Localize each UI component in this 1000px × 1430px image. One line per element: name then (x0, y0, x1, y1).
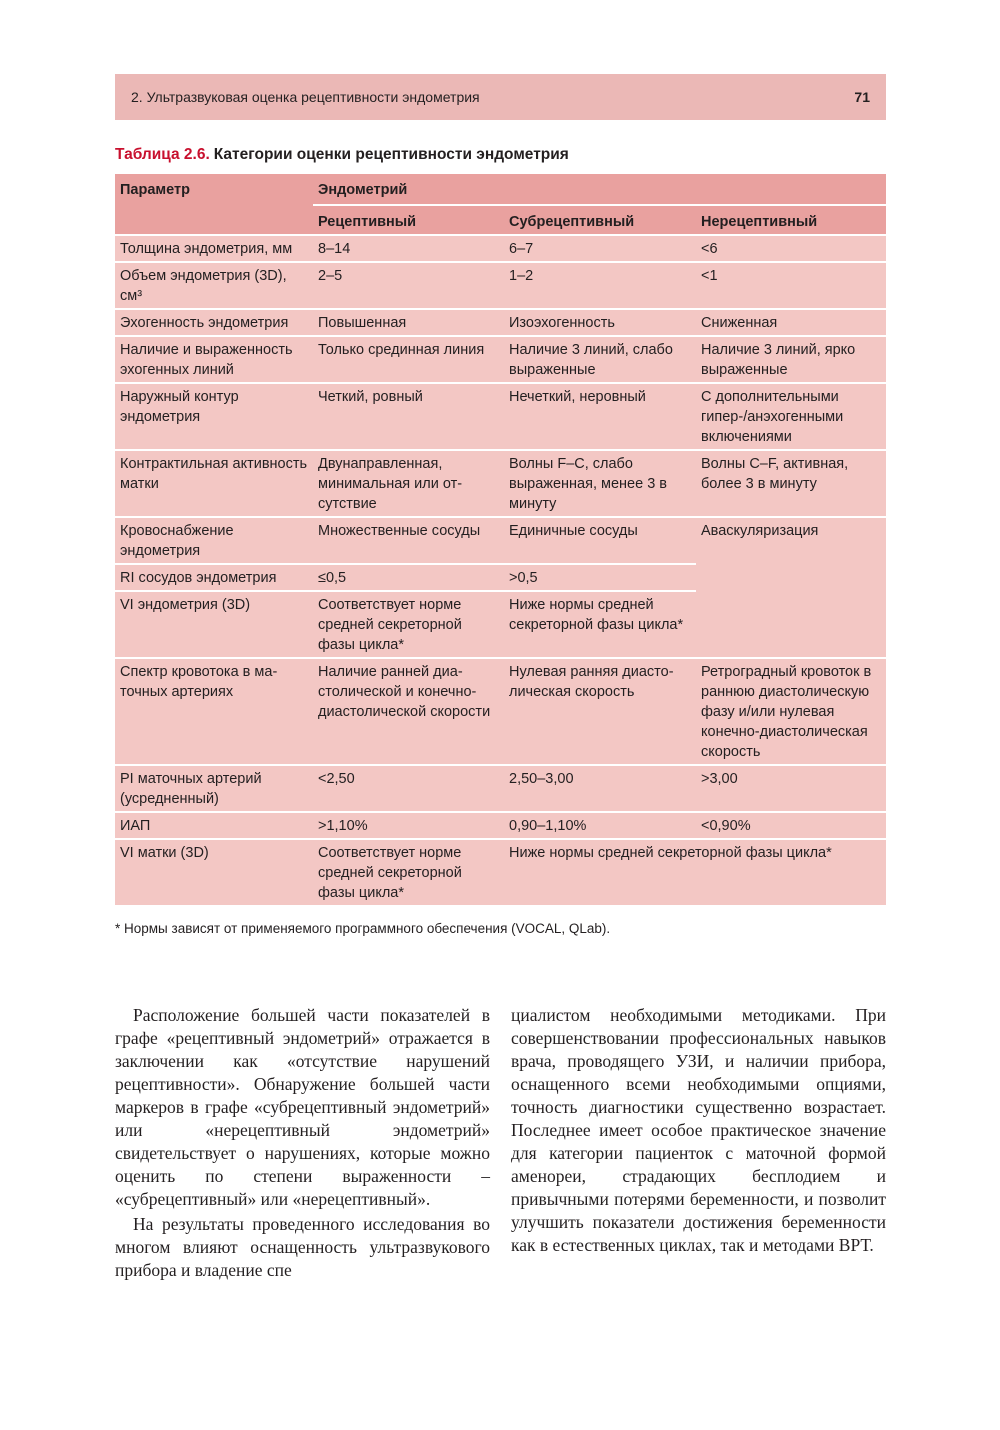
cell-receptive: Соответствует норме средней секреторной фазы цикла* (313, 591, 504, 658)
cell-subreceptive: >0,5 (504, 564, 696, 591)
table-header-row (115, 174, 886, 205)
table-row (115, 658, 886, 765)
table-footnote: * Нормы зависят от применяемого программного обеспечения (VOCAL, QLab). (115, 921, 611, 936)
cell-subreceptive: 1–2 (504, 262, 696, 309)
cell-nonreceptive: Сниженная (696, 309, 886, 336)
cell-nonreceptive: <1 (696, 262, 886, 309)
cell-receptive: Множественные сосуды (313, 517, 504, 564)
cell-nonreceptive: >3,00 (696, 765, 886, 812)
row-parameter: Спектр кровотока в маточных артериях (115, 658, 313, 765)
cell-subreceptive: 0,90–1,10% (504, 812, 696, 839)
cell-nonreceptive: С дополнительными гипер-/анэхогенными включениями (696, 383, 886, 450)
cell-receptive: ≤0,5 (313, 564, 504, 591)
cell-receptive: 8–14 (313, 235, 504, 262)
table-row (115, 235, 886, 262)
chapter-title: 2. Ультразвуковая оценка рецептивности эндометрия (131, 89, 480, 105)
cell-receptive: 2–5 (313, 262, 504, 309)
table-caption-label: Таблица 2.6. (115, 146, 210, 163)
table-row (115, 309, 886, 336)
body-column-right (511, 1004, 886, 1257)
cell-nonreceptive: <0,90% (696, 812, 886, 839)
row-parameter: Контрактильная активность матки (115, 450, 313, 517)
cell-receptive: Только срединная линия (313, 336, 504, 383)
cell-subreceptive: Волны F–C, слабо выраженная, менее 3 в минуту (504, 450, 696, 517)
table-row (115, 383, 886, 450)
table-row (115, 812, 886, 839)
table-row (115, 839, 886, 906)
cell-subreceptive: 6–7 (504, 235, 696, 262)
page-number: 71 (854, 89, 870, 105)
cell-subreceptive: Нулевая ранняя диастолическая скорость (504, 658, 696, 765)
cell-nonreceptive: Наличие 3 линий, ярко выраженные (696, 336, 886, 383)
table-row (115, 262, 886, 309)
body-paragraph: циалистом необходимыми методиками. При совершенствовании профессиональных навыков врача, проводящего УЗИ, и наличии прибора, оснащенного всеми необходимыми опциями, точность диагностики существенно возрастает. Последнее имеет особое практическое значение для категории пациенток с маточной формой аменореи, страдающих бесплодием и привычными потерями беременности, и позволит улучшить показатели достижения беременности как в естественных циклах, так и методами ВРТ. (511, 1005, 886, 1255)
row-parameter: ИАП (115, 812, 313, 839)
cell-nonreceptive: Аваскуляризация (696, 517, 886, 658)
body-paragraph: Расположение большей части показателей в графе «рецептивный эндометрий» отражается в заключении как «отсутствие нарушений рецептивности». Обнаружение большей части маркеров в графе «субрецептивный эндометрий» или «нерецептивный эндометрий» свидетельствует о нарушениях, которые можно оценить по степени выраженности – «субрецептивный» или «нерецептивный». (115, 1005, 490, 1209)
header-endometrium: Эндометрий (313, 174, 886, 205)
cell-nonreceptive: Волны C–F, активная, более 3 в минуту (696, 450, 886, 517)
row-parameter: VI эндометрия (3D) (115, 591, 313, 658)
row-parameter: VI матки (3D) (115, 839, 313, 906)
cell-subreceptive: Изоэхогенность (504, 309, 696, 336)
running-header (115, 74, 886, 120)
row-parameter: Кровоснабжение эндометрия (115, 517, 313, 564)
cell-subreceptive: 2,50–3,00 (504, 765, 696, 812)
header-receptive: Рецептивный (313, 205, 504, 235)
cell-receptive: Наличие ранней диастолической и конечно-диастолической скорости (313, 658, 504, 765)
table-row (115, 517, 886, 564)
table-caption-title: Категории оценки рецептивности эндометрия (213, 146, 569, 163)
header-parameter: Параметр (115, 174, 313, 235)
cell-subreceptive-nonreceptive: Ниже нормы средней секреторной фазы цикла* (504, 839, 886, 906)
table-caption (115, 146, 886, 164)
cell-subreceptive: Нечеткий, неровный (504, 383, 696, 450)
cell-nonreceptive: Ретроградный кровоток в раннюю диастолическую фазу и/или нулевая конечно-диастолическая скорость (696, 658, 886, 765)
cell-receptive: Четкий, ровный (313, 383, 504, 450)
row-parameter: PI маточных артерий (усредненный) (115, 765, 313, 812)
cell-receptive: Соответствует норме средней секреторной фазы цикла* (313, 839, 504, 906)
receptivity-table (115, 174, 886, 907)
table-row (115, 765, 886, 812)
body-column-left (115, 1004, 490, 1282)
row-parameter: Объем эндометрия (3D), см³ (115, 262, 313, 309)
cell-receptive: Повышенная (313, 309, 504, 336)
row-parameter: Наружный контур эндометрия (115, 383, 313, 450)
table-row (115, 450, 886, 517)
body-paragraph: На результаты проведенного исследования во многом влияют оснащенность ультразвукового прибора и владение спе (115, 1214, 490, 1280)
cell-receptive: >1,10% (313, 812, 504, 839)
row-parameter: RI сосудов эндометрия (115, 564, 313, 591)
header-nonreceptive: Нерецептивный (696, 205, 886, 235)
table-row (115, 336, 886, 383)
cell-subreceptive: Ниже нормы средней секреторной фазы цикла* (504, 591, 696, 658)
row-parameter: Наличие и выраженность эхогенных линий (115, 336, 313, 383)
cell-subreceptive: Единичные сосуды (504, 517, 696, 564)
cell-subreceptive: Наличие 3 линий, слабо выраженные (504, 336, 696, 383)
cell-receptive: <2,50 (313, 765, 504, 812)
cell-nonreceptive: <6 (696, 235, 886, 262)
row-parameter: Эхогенность эндометрия (115, 309, 313, 336)
cell-receptive: Двунаправленная, минимальная или отсутствие (313, 450, 504, 517)
row-parameter: Толщина эндометрия, мм (115, 235, 313, 262)
header-subreceptive: Субрецептивный (504, 205, 696, 235)
